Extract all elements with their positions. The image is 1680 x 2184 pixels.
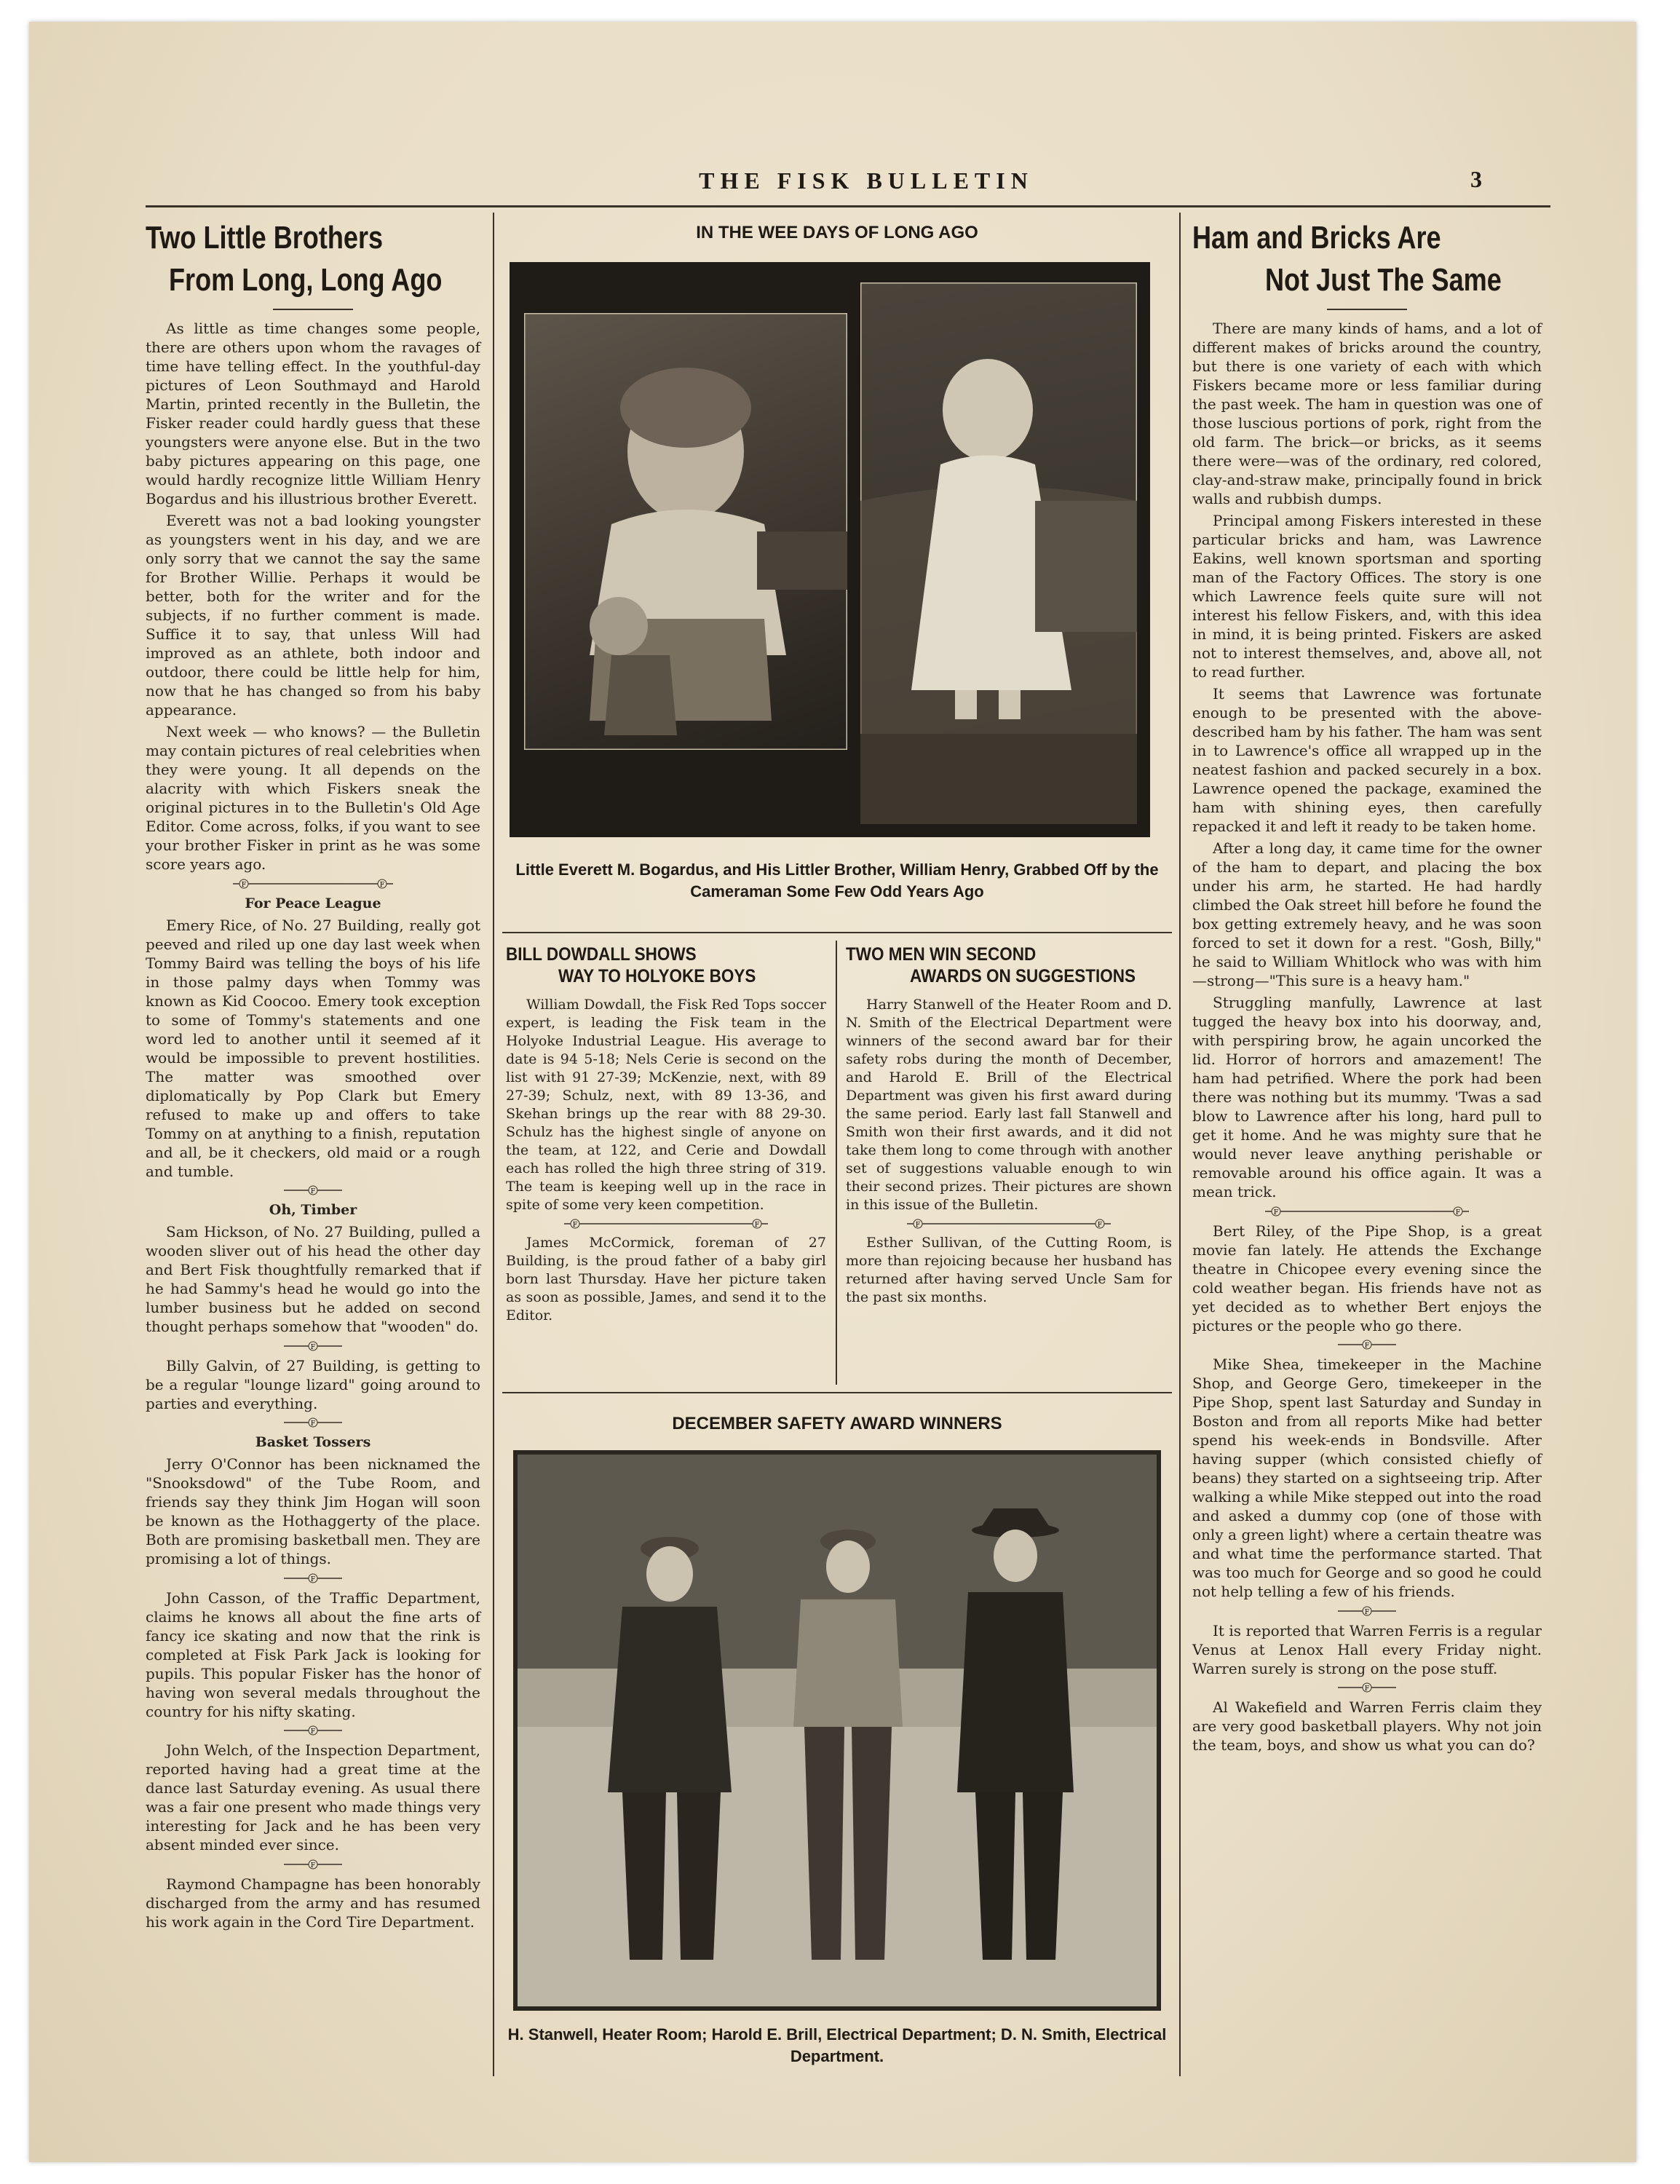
- awards-head-line2: AWARDS ON SUGGESTIONS: [910, 966, 1136, 986]
- peace-league-title: For Peace League: [245, 895, 381, 911]
- article-paragraph: William Dowdall, the Fisk Red Tops soccer expert, is leading the Fisk team in the Holyoke Industrial League. His average to date is 94 5-18; Nels Cerie is second on the list with 91 27-39; McKenzie, next, with 89 27-39; Schulz, next, with 89 13-36, and Skehan brings up the rear with 88 29-30. Schulz has the highest single of anyone on the team, at 122, and Cerie and Dowdall each has rolled the high three string of 319. The team is keeping well up in the race in spite of some very keen competition.: [506, 997, 826, 1213]
- divider-mark: F: [915, 1222, 921, 1229]
- section-divider: [1192, 1681, 1542, 1694]
- divider-mark: F: [310, 1728, 316, 1736]
- article-paragraph: James McCormick, foreman of 27 Building, is the proud father of a baby girl born last Thursday. Have her picture taken as soon as possible, James, and send it to the Editor.: [506, 1235, 826, 1324]
- right-headline-line1: Ham and Bricks Are: [1192, 220, 1441, 256]
- article-paragraph: Struggling manfully, Lawrence at last tugged the heavy box into his doorway, and, with perspiring brow, he again uncorked the lid. Horror of horrors and amazement! The ham had petrified. Where the pork had been there was nothing but its mummy. 'Twas a sad blow to Lawrence after his long, hard pull to get it home. And he was mighty sure that he would never leave anything perishable or removable around his office again. It was a mean trick.: [1192, 994, 1542, 1200]
- article-paragraph: Principal among Fiskers interested in these particular bricks and ham, was Lawrence Eakins, well known sportsman and sporting man of the Factory Offices. The story is one which Lawrence feels quite sure will not interest his fellow Fiskers, and, with this idea in mind, it is being printed. Fiskers are asked not to interest themselves, and, above all, not to read further.: [1192, 512, 1542, 681]
- center-rule: [502, 1392, 1172, 1393]
- article-paragraph: Next week — who knows? — the Bulletin may contain pictures of real celebrities when they were young. It all depends on the alacrity with which Fiskers sneak the original pictures in to the Bulletin's Old Age Editor. Come across, folks, if you want to see your brother Fisker in print as he was some score years ago.: [146, 723, 480, 873]
- article-paragraph: Billy Galvin, of 27 Building, is getting to be a regular "lounge lizard" going around to parties and everything.: [146, 1356, 480, 1412]
- divider-mark: F: [1364, 1608, 1370, 1616]
- headline-rule: [1327, 309, 1407, 310]
- section-divider: [1192, 1338, 1542, 1351]
- article-paragraph: As little as time changes some people, there are others upon whom the ravages of time have telling effect. In the youthful-day pictures of Leon Southmayd and Harold Martin, printed recently in the Bulletin, the Fisker reader could hardly guess that these youngsters were anyone else. But in the two baby pictures appearing on this page, one would hardly recognize little William Henry Bogardus and his illustrious brother Everett.: [146, 320, 480, 507]
- dowdall-head-line2: WAY TO HOLYOKE BOYS: [558, 966, 756, 986]
- column-separator-left: [493, 213, 494, 2076]
- divider-mark: F: [1455, 1208, 1461, 1216]
- section-divider: [146, 1416, 480, 1429]
- masthead-rule: [146, 205, 1550, 207]
- section-divider: [146, 1184, 480, 1197]
- divider-mark: F: [1364, 1685, 1370, 1693]
- divider-mark: F: [310, 1188, 316, 1195]
- divider-mark: F: [379, 881, 385, 889]
- awards-head-line1: TWO MEN WIN SECOND: [846, 944, 1037, 965]
- timber-title: Oh, Timber: [269, 1202, 357, 1218]
- section-divider: [146, 1571, 480, 1584]
- left-headline-line1: Two Little Brothers: [146, 220, 384, 256]
- section-divider: [146, 877, 480, 890]
- divider-mark: F: [1364, 1342, 1370, 1350]
- article-paragraph: Mike Shea, timekeeper in the Machine Shop, and George Gero, timekeeper in the Pipe Shop, spent last Saturday and Sunday in Boston and from all reports Mike had better spend his week-ends in Bondsville. After having supper (which consisted chiefly of beans) they started on a sightseeing trip. After walking a while Mike stepped out into the road and asked a dummy cop (one of those with only a green light) where a certain theatre was and what time the performance started. That was too much for George and so good he could not help telling a few of his friends.: [1192, 1356, 1542, 1600]
- article-paragraph: Everett was not a bad looking youngster as youngsters went in his day, and we are only sorry that we cannot the say the same for Brother Willie. Perhaps it would be better, both for the writer and for the subjects, if no further comment is made. Suffice it to say, that unless Will had improved as an athlete, both indoor and outdoor, there could be little help for him, now that he has changed so from his baby appearance.: [146, 512, 480, 719]
- column-separator-right: [1179, 213, 1181, 2076]
- section-divider: [1192, 1204, 1542, 1217]
- left-column: [146, 217, 480, 1934]
- section-divider: [146, 1724, 480, 1737]
- safety-award-caption: H. Stanwell, Heater Room; Harold E. Brill, Electrical Department; D. N. Smith, Electrical Department.: [507, 2025, 1167, 2065]
- safety-award-photo: [513, 1450, 1161, 2011]
- basket-tossers-title: Basket Tossers: [255, 1434, 371, 1450]
- right-column: [1192, 217, 1542, 1757]
- wee-days-title: IN THE WEE DAYS OF LONG AGO: [696, 223, 978, 242]
- divider-mark: F: [310, 1343, 316, 1351]
- article-paragraph: Al Wakefield and Warren Ferris claim they are very good basketball players. Why not join the team, boys, and show us what you can do?: [1192, 1698, 1542, 1754]
- right-headline-line2: Not Just The Same: [1265, 262, 1502, 298]
- divider-mark: F: [310, 1575, 316, 1583]
- article-paragraph: It seems that Lawrence was fortunate enough to be presented with the above-described ham by his father. The ham was sent in to Lawrence's office all wrapped up in the neatest fashion and packed securely in a box. Lawrence opened the package, examined the ham with shining eyes, then carefully repacked it and left it ready to be taken home.: [1192, 685, 1542, 835]
- article-paragraph: Sam Hickson, of No. 27 Building, pulled a wooden sliver out of his head the other day and Bert Fisk thoughtfully remarked that if he had Sammy's head he would go into the lumber business but he added on second thought perhaps somehow that "wooden" do.: [146, 1223, 480, 1335]
- awards-article: [846, 943, 1172, 1310]
- divider-mark: F: [310, 1861, 316, 1870]
- article-paragraph: Raymond Champagne has been honorably discharged from the army and has resumed his work again in the Cord Tire Department.: [146, 1875, 480, 1931]
- article-paragraph: John Welch, of the Inspection Department, reported having had a great time at the dance last Saturday evening. As usual there was a fair one present who made things very interesting for Jack and he has been very absent minded ever since.: [146, 1741, 480, 1853]
- divider-mark: F: [1097, 1222, 1103, 1229]
- divider-mark: F: [754, 1222, 760, 1229]
- masthead-title: THE FISK BULLETIN: [699, 167, 1034, 194]
- left-headline-line2: From Long, Long Ago: [169, 262, 443, 298]
- dowdall-head-line1: BILL DOWDALL SHOWS: [506, 944, 697, 965]
- divider-mark: F: [310, 1420, 316, 1428]
- article-paragraph: Esther Sullivan, of the Cutting Room, is more than rejoicing because her husband has returned after having served Uncle Sam for the past six months.: [846, 1235, 1172, 1305]
- article-paragraph: Emery Rice, of No. 27 Building, really got peeved and riled up one day last week when Tommy Baird was telling the boys of his life in those palmy days when Tommy was known as Kid Coocoo. Emery took exception to some of Tommy's statements and one word led to another until it seemed af it would be impossible to prevent hostilities. The matter was smoothed over diplomatically by Pop Clark but Emery refused to make up and offers to take Tommy on at anything to a finish, reputation and all, be it checkers, old maid or a rough and tumble.: [146, 916, 480, 1180]
- newspaper-page: [29, 22, 1636, 2162]
- section-divider: [846, 1217, 1172, 1230]
- section-divider: [506, 1217, 826, 1230]
- headline-rule: [273, 309, 353, 310]
- article-paragraph: It is reported that Warren Ferris is a regular Venus at Lenox Hall every Friday night. Warren surely is strong on the pose stuff.: [1192, 1621, 1542, 1677]
- article-paragraph: Bert Riley, of the Pipe Shop, is a great movie fan lately. He attends the Exchange theatre in Chicopee every evening since the cold weather began. His friends have not as yet decided as to whether Bert enjoys the pictures or the people who go there.: [1192, 1222, 1542, 1334]
- article-paragraph: There are many kinds of hams, and a lot of different makes of bricks around the country, but there is one variety of each with which Fiskers became more or less familiar during the past week. The ham in question was one of those luscious portions of pork, right from the old farm. The brick—or bricks, as it seems there were—was of the ordinary, red colored, clay-and-straw make, principally found in brick walls and rubbish dumps.: [1192, 320, 1542, 507]
- everett-baby-photo: [524, 313, 847, 750]
- section-divider: [146, 1339, 480, 1352]
- divider-mark: F: [241, 881, 247, 889]
- center-rule: [502, 932, 1172, 933]
- wee-days-photo-plate: [510, 262, 1150, 837]
- divider-mark: F: [572, 1222, 578, 1229]
- section-divider: [146, 1857, 480, 1870]
- safety-award-title: DECEMBER SAFETY AWARD WINNERS: [672, 1414, 1002, 1433]
- dowdall-article: [506, 943, 826, 1328]
- section-divider: [1192, 1604, 1542, 1617]
- article-paragraph: Harry Stanwell of the Heater Room and D. N. Smith of the Electrical Department were winners of the second award bar for their safety robs during the month of December, and Harold E. Brill of the Electrical Department was given his first award during the same period. Early last fall Stanwell and Smith won their first awards, and it did not take them long to come through with another set of suggestions valuable enough to win their second prizes. Their pictures are shown in this issue of the Bulletin.: [846, 997, 1172, 1213]
- article-paragraph: After a long day, it came time for the owner of the ham to depart, and placing the box under his arm, he started. He had hardly climbed the Oak street hill before he found the box getting extremely heavy, and he was soon forced to set it down for a rest. "Gosh, Billy," he said to William Whitlock who was with him—strong—"This sure is a heavy ham.": [1192, 839, 1542, 989]
- divider-mark: F: [1273, 1208, 1279, 1216]
- page-number: 3: [1470, 166, 1482, 192]
- wee-days-caption: Little Everett M. Bogardus, and His Littler Brother, William Henry, Grabbed Off by the Cameraman Some Few Odd Years Ago: [515, 860, 1159, 901]
- william-baby-photo: [860, 282, 1137, 824]
- article-paragraph: John Casson, of the Traffic Department, claims he knows all about the fine arts of fancy ice skating and now that the rink is completed at Fisk Park Jack is looking for pupils. This popular Fisker has the honor of having won several medals throughout the country for his nifty skating.: [146, 1588, 480, 1720]
- article-paragraph: Jerry O'Connor has been nicknamed the "Snooksdowd" of the Tube Room, and friends say they think Jim Hogan will soon be known as the Hothaggerty of the place. Both are promising basketball men. They are promising a lot of things.: [146, 1455, 480, 1567]
- center-column-separator: [836, 941, 837, 1385]
